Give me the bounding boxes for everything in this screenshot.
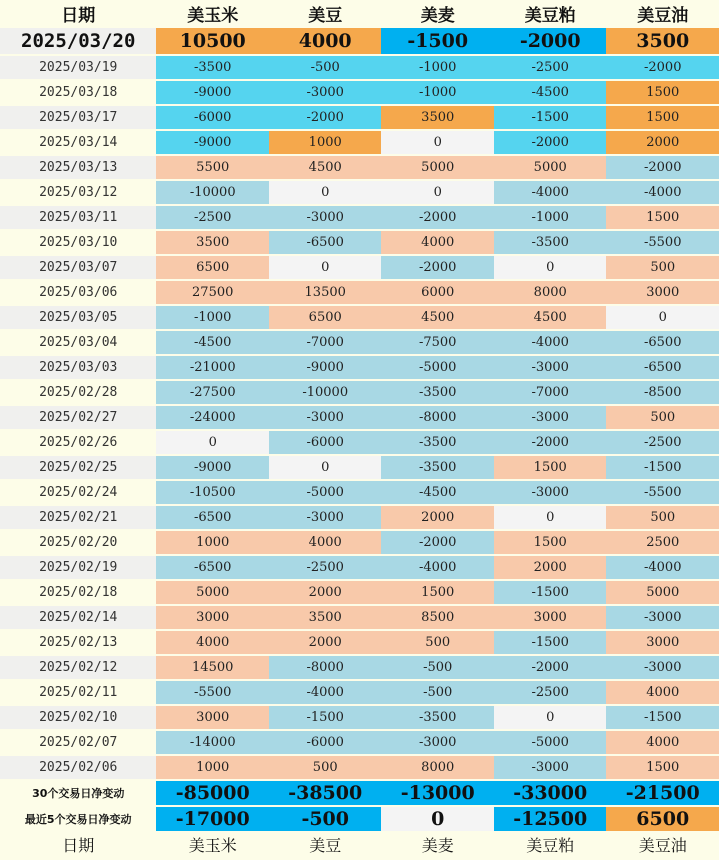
cell-corn: 3000: [156, 706, 269, 731]
cell-soyoil: -1500: [606, 456, 719, 481]
cell-soymeal: 4500: [494, 306, 607, 331]
table-row: [0, 256, 719, 281]
table-row: [0, 556, 719, 581]
cell-soybean: 0: [269, 181, 382, 206]
row-date: 2025/02/14: [0, 606, 156, 631]
cell-soybean: -8000: [269, 656, 382, 681]
table-row: [0, 606, 719, 631]
row-date: 2025/02/10: [0, 706, 156, 731]
cell-corn: -6500: [156, 506, 269, 531]
table-row: [0, 131, 719, 156]
cell-soyoil: -2000: [606, 56, 719, 81]
cell-wheat: 500: [381, 631, 494, 656]
cell-corn: -6000: [156, 106, 269, 131]
cell-soymeal: -5000: [494, 731, 607, 756]
footer-corn: 美玉米: [156, 833, 269, 856]
cell-soymeal: -2500: [494, 56, 607, 81]
cell-soybean: -7000: [269, 331, 382, 356]
cell-wheat: -3500: [381, 431, 494, 456]
cell-soymeal: -1000: [494, 206, 607, 231]
cell-wheat: -2000: [381, 206, 494, 231]
cell-soyoil: -5500: [606, 231, 719, 256]
cell-wheat: -4500: [381, 481, 494, 506]
cell-wheat: -5000: [381, 356, 494, 381]
header-date: 日期: [0, 0, 156, 28]
table-row: [0, 56, 719, 81]
cell-wheat: -3000: [381, 731, 494, 756]
cell-soyoil: 2000: [606, 131, 719, 156]
cell-soyoil: -6500: [606, 331, 719, 356]
row-date: 2025/03/03: [0, 356, 156, 381]
cell-soyoil: 3000: [606, 631, 719, 656]
cell-wheat: -500: [381, 681, 494, 706]
cell-soybean: -4000: [269, 681, 382, 706]
row-date: 2025/03/17: [0, 106, 156, 131]
row-date: 2025/03/07: [0, 256, 156, 281]
cell-soyoil: 500: [606, 256, 719, 281]
summary-30d-soymeal: -33000: [494, 781, 607, 807]
cell-wheat: -4000: [381, 556, 494, 581]
cell-wheat: 0: [381, 181, 494, 206]
cell-wheat: 4500: [381, 306, 494, 331]
table-row: [0, 331, 719, 356]
cell-soyoil: -1500: [606, 706, 719, 731]
row-date: 2025/03/14: [0, 131, 156, 156]
cell-soybean: 3500: [269, 606, 382, 631]
row-date: 2025/02/11: [0, 681, 156, 706]
cell-soybean: -500: [269, 56, 382, 81]
cell-soybean: -3000: [269, 506, 382, 531]
row-date: 2025/03/12: [0, 181, 156, 206]
cell-soymeal: -4500: [494, 81, 607, 106]
row-date: 2025/03/10: [0, 231, 156, 256]
latest-row: [0, 28, 719, 56]
cell-corn: 5500: [156, 156, 269, 181]
cell-soymeal: 3000: [494, 606, 607, 631]
cell-soybean: 4500: [269, 156, 382, 181]
footer-soybean: 美豆: [269, 833, 382, 856]
cell-soybean: 4000: [269, 531, 382, 556]
cell-soyoil: 4000: [606, 681, 719, 706]
table-row: [0, 631, 719, 656]
table-row: [0, 181, 719, 206]
cell-wheat: -7500: [381, 331, 494, 356]
cell-soybean: -6000: [269, 431, 382, 456]
summary-30d-soyoil: -21500: [606, 781, 719, 807]
cell-wheat: 8500: [381, 606, 494, 631]
cell-corn: -14000: [156, 731, 269, 756]
cell-soymeal: -2000: [494, 131, 607, 156]
cell-corn: -10500: [156, 481, 269, 506]
header-soybean: 美豆: [269, 0, 382, 28]
summary-5d-soyoil: 6500: [606, 807, 719, 833]
row-date: 2025/02/12: [0, 656, 156, 681]
header-corn: 美玉米: [156, 0, 269, 28]
cell-corn: -9000: [156, 81, 269, 106]
cell-corn: 4000: [156, 631, 269, 656]
cell-wheat: -8000: [381, 406, 494, 431]
cell-corn: -4500: [156, 331, 269, 356]
cell-corn: -10000: [156, 181, 269, 206]
cell-soyoil: -4000: [606, 556, 719, 581]
cell-soybean: 6500: [269, 306, 382, 331]
cell-soyoil: 0: [606, 306, 719, 331]
header-soymeal: 美豆粕: [494, 0, 607, 28]
row-date: 2025/03/18: [0, 81, 156, 106]
cell-soymeal: -3000: [494, 756, 607, 781]
cell-soymeal: -4000: [494, 181, 607, 206]
cell-soymeal: -3000: [494, 406, 607, 431]
cell-wheat: -1000: [381, 56, 494, 81]
table-row: [0, 406, 719, 431]
table-row: [0, 581, 719, 606]
cell-soymeal: 5000: [494, 156, 607, 181]
cell-wheat: 2000: [381, 506, 494, 531]
cell-corn: 0: [156, 431, 269, 456]
cell-wheat: -500: [381, 656, 494, 681]
cell-soymeal: 8000: [494, 281, 607, 306]
cell-soybean: 1000: [269, 131, 382, 156]
cell-soyoil: 1500: [606, 81, 719, 106]
summary-label-5d: 最近5个交易日净变动: [0, 807, 156, 833]
cell-soymeal: 0: [494, 256, 607, 281]
cell-soybean: 500: [269, 756, 382, 781]
cell-corn: -1000: [156, 306, 269, 331]
row-date: 2025/02/07: [0, 731, 156, 756]
cell-corn: -5500: [156, 681, 269, 706]
summary-30d-wheat: -13000: [381, 781, 494, 807]
cell-soymeal: 0: [494, 506, 607, 531]
cell-soymeal: -3000: [494, 356, 607, 381]
table-row: [0, 706, 719, 731]
cell-wheat: 0: [381, 131, 494, 156]
cell-soybean: -2500: [269, 556, 382, 581]
table-row: [0, 356, 719, 381]
cell-soyoil: 500: [606, 506, 719, 531]
cell-corn: -24000: [156, 406, 269, 431]
cell-wheat: 6000: [381, 281, 494, 306]
cell-soybean: -1500: [269, 706, 382, 731]
row-date: 2025/02/13: [0, 631, 156, 656]
cell-corn: -2500: [156, 206, 269, 231]
row-date: 2025/02/20: [0, 531, 156, 556]
cell-soybean: 13500: [269, 281, 382, 306]
cell-soyoil: 1500: [606, 106, 719, 131]
row-date: 2025/03/05: [0, 306, 156, 331]
cell-soymeal: -1500: [494, 631, 607, 656]
cell-soymeal: -4000: [494, 331, 607, 356]
cell-wheat: -3500: [381, 456, 494, 481]
latest-soymeal: -2000: [494, 28, 607, 56]
cell-soymeal: -2500: [494, 681, 607, 706]
summary-30d-corn: -85000: [156, 781, 269, 807]
row-date: 2025/02/27: [0, 406, 156, 431]
footer-row: [0, 833, 719, 856]
cell-soybean: 2000: [269, 581, 382, 606]
cell-soybean: 0: [269, 256, 382, 281]
table-row: [0, 456, 719, 481]
cell-soymeal: -7000: [494, 381, 607, 406]
cell-soymeal: -3000: [494, 481, 607, 506]
cell-soymeal: -1500: [494, 581, 607, 606]
cell-soybean: 2000: [269, 631, 382, 656]
cell-corn: 1000: [156, 756, 269, 781]
cell-soybean: -2000: [269, 106, 382, 131]
table-row: [0, 156, 719, 181]
cell-soybean: -3000: [269, 206, 382, 231]
cell-soyoil: -4000: [606, 181, 719, 206]
cell-soyoil: 1500: [606, 756, 719, 781]
cell-soybean: 0: [269, 456, 382, 481]
cell-corn: 6500: [156, 256, 269, 281]
cell-soyoil: -2500: [606, 431, 719, 456]
cell-corn: -6500: [156, 556, 269, 581]
cell-corn: 3500: [156, 231, 269, 256]
header-wheat: 美麦: [381, 0, 494, 28]
table-row: [0, 106, 719, 131]
cell-corn: -27500: [156, 381, 269, 406]
cell-soymeal: 2000: [494, 556, 607, 581]
cell-soyoil: -8500: [606, 381, 719, 406]
row-date: 2025/02/24: [0, 481, 156, 506]
row-date: 2025/02/06: [0, 756, 156, 781]
cell-wheat: 4000: [381, 231, 494, 256]
cell-soybean: -9000: [269, 356, 382, 381]
cell-corn: 5000: [156, 581, 269, 606]
latest-date: 2025/03/20: [0, 28, 156, 56]
table-row: [0, 756, 719, 781]
cell-soyoil: 1500: [606, 206, 719, 231]
cell-soyoil: 4000: [606, 731, 719, 756]
table-row: [0, 281, 719, 306]
table-row: [0, 81, 719, 106]
cell-corn: -9000: [156, 456, 269, 481]
footer-soymeal: 美豆粕: [494, 833, 607, 856]
row-date: 2025/02/18: [0, 581, 156, 606]
summary-5d-soybean: -500: [269, 807, 382, 833]
latest-soybean: 4000: [269, 28, 382, 56]
cell-soyoil: -6500: [606, 356, 719, 381]
footer-soyoil: 美豆油: [606, 833, 719, 856]
table-row: [0, 306, 719, 331]
footer-wheat: 美麦: [381, 833, 494, 856]
cell-soyoil: -2000: [606, 156, 719, 181]
row-date: 2025/02/21: [0, 506, 156, 531]
row-date: 2025/03/11: [0, 206, 156, 231]
latest-corn: 10500: [156, 28, 269, 56]
cell-soymeal: 1500: [494, 456, 607, 481]
cell-wheat: -3500: [381, 706, 494, 731]
cell-soymeal: -3500: [494, 231, 607, 256]
table-row: [0, 481, 719, 506]
row-date: 2025/03/19: [0, 56, 156, 81]
cell-soymeal: -1500: [494, 106, 607, 131]
cell-wheat: 3500: [381, 106, 494, 131]
table-row: [0, 681, 719, 706]
cell-corn: -9000: [156, 131, 269, 156]
cell-corn: -21000: [156, 356, 269, 381]
row-date: 2025/03/06: [0, 281, 156, 306]
cell-soyoil: -5500: [606, 481, 719, 506]
summary-5d-soymeal: -12500: [494, 807, 607, 833]
header-row: [0, 0, 719, 28]
summary-label-30d: 30个交易日净变动: [0, 781, 156, 807]
cell-soymeal: -2000: [494, 656, 607, 681]
row-date: 2025/03/04: [0, 331, 156, 356]
cell-corn: 1000: [156, 531, 269, 556]
cell-corn: 27500: [156, 281, 269, 306]
table-row: [0, 656, 719, 681]
cell-soyoil: 3000: [606, 281, 719, 306]
table-row: [0, 431, 719, 456]
cell-soybean: -3000: [269, 406, 382, 431]
row-date: 2025/03/13: [0, 156, 156, 181]
summary-5d-corn: -17000: [156, 807, 269, 833]
cell-wheat: -3500: [381, 381, 494, 406]
table-row: [0, 381, 719, 406]
cell-soyoil: -3000: [606, 606, 719, 631]
cell-wheat: 1500: [381, 581, 494, 606]
latest-soyoil: 3500: [606, 28, 719, 56]
cell-soymeal: -2000: [494, 431, 607, 456]
cell-soyoil: 5000: [606, 581, 719, 606]
cell-soyoil: 500: [606, 406, 719, 431]
cell-soybean: -6500: [269, 231, 382, 256]
summary-row-5d: [0, 807, 719, 833]
cell-wheat: 5000: [381, 156, 494, 181]
table-row: [0, 206, 719, 231]
cell-corn: 14500: [156, 656, 269, 681]
cell-corn: -3500: [156, 56, 269, 81]
table-row: [0, 731, 719, 756]
cell-soyoil: 2500: [606, 531, 719, 556]
cell-soyoil: -3000: [606, 656, 719, 681]
cell-wheat: -2000: [381, 531, 494, 556]
cell-soybean: -5000: [269, 481, 382, 506]
summary-row-30d: [0, 781, 719, 807]
footer-date: 日期: [0, 833, 156, 856]
latest-wheat: -1500: [381, 28, 494, 56]
summary-30d-soybean: -38500: [269, 781, 382, 807]
header-soyoil: 美豆油: [606, 0, 719, 28]
row-date: 2025/02/26: [0, 431, 156, 456]
table-row: [0, 506, 719, 531]
cell-corn: 3000: [156, 606, 269, 631]
cell-wheat: -2000: [381, 256, 494, 281]
table-row: [0, 531, 719, 556]
row-date: 2025/02/28: [0, 381, 156, 406]
cell-wheat: 8000: [381, 756, 494, 781]
cell-soybean: -6000: [269, 731, 382, 756]
cell-soymeal: 1500: [494, 531, 607, 556]
cell-soybean: -10000: [269, 381, 382, 406]
summary-5d-wheat: 0: [381, 807, 494, 833]
row-date: 2025/02/19: [0, 556, 156, 581]
cell-soymeal: 0: [494, 706, 607, 731]
cell-soybean: -3000: [269, 81, 382, 106]
row-date: 2025/02/25: [0, 456, 156, 481]
cell-wheat: -1000: [381, 81, 494, 106]
table-row: [0, 231, 719, 256]
